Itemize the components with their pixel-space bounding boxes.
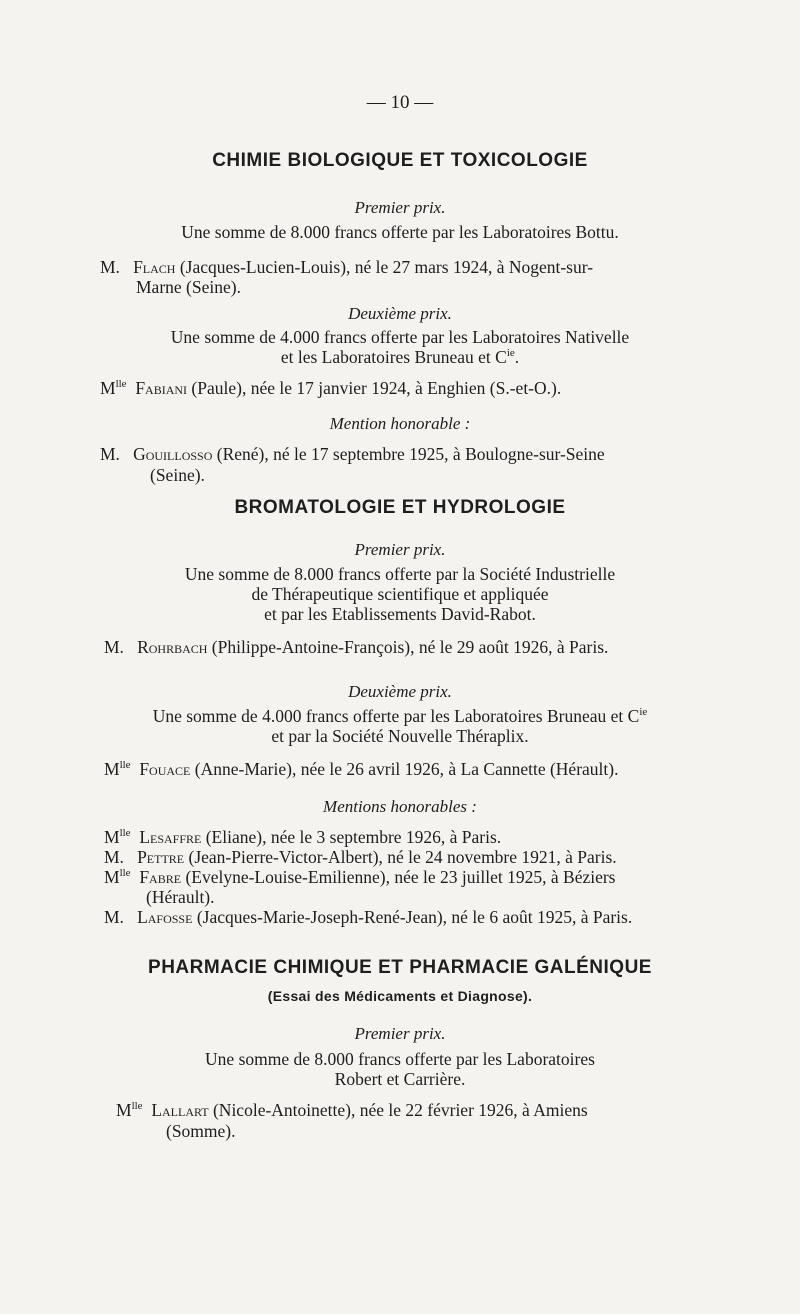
mentions-heading: Mentions honorables : (323, 797, 477, 816)
mention-entry (104, 907, 632, 927)
prize-description: Une somme de 8.000 francs offerte par les Laboratoires Bottu. (181, 222, 619, 242)
laureate-entry (116, 1100, 588, 1120)
prize-description: Une somme de 8.000 francs offerte par les Laboratoires (205, 1049, 595, 1069)
mention-entry (104, 827, 501, 847)
laureate-name: Lesaffre (139, 827, 202, 847)
page-number: — 10 — (366, 92, 434, 113)
mention-entry (104, 847, 617, 867)
laureate-details: (Jean-Pierre-Victor-Albert), né le 24 novembre 1921, à Paris. (188, 847, 617, 867)
laureate-details: (Jacques-Marie-Joseph-René-Jean), né le 6 août 1925, à Paris. (196, 907, 633, 927)
section-subtitle: (Essai des Médicaments et Diagnose). (267, 988, 533, 1004)
prize-heading: Premier prix. (354, 540, 446, 559)
laureate-title: M (100, 378, 116, 398)
prize-heading: Deuxième prix. (348, 304, 452, 323)
laureate-title: M (104, 867, 120, 887)
laureate-name: Pettre (137, 847, 185, 867)
laureate-name: Fabre (139, 867, 182, 887)
superscript: lle (115, 378, 127, 391)
superscript: lle (119, 827, 131, 840)
prize-description: de Thérapeutique scientifique et appliquée (251, 584, 549, 604)
laureate-details: (Jacques-Lucien-Louis), né le 27 mars 1924, à Nogent-sur- (179, 257, 594, 277)
laureate-title: M. (104, 847, 124, 867)
mention-entry (104, 867, 616, 887)
laureate-entry (104, 637, 608, 657)
laureate-entry (100, 378, 561, 398)
laureate-details-cont: (Hérault). (146, 887, 215, 907)
laureate-details: (Anne-Marie), née le 26 avril 1926, à La Cannette (Hérault). (194, 759, 619, 779)
laureate-details-cont: Marne (Seine). (136, 277, 241, 297)
laureate-title: M (104, 827, 120, 847)
laureate-name: Lallart (151, 1100, 209, 1120)
prize-text: Une somme de 4.000 francs offerte par les Laboratoires Bruneau et C (152, 706, 640, 726)
laureate-details-cont: (Somme). (166, 1121, 236, 1141)
superscript: ie (506, 347, 515, 360)
prize-description: Robert et Carrière. (334, 1069, 466, 1089)
laureate-name: Fabiani (135, 378, 188, 398)
laureate-details: (René), né le 17 septembre 1925, à Boulogne-sur-Seine (216, 444, 605, 464)
laureate-name: Rohrbach (137, 637, 208, 657)
laureate-name: Lafosse (137, 907, 193, 927)
section-title-bromatologie: BROMATOLOGIE ET HYDROLOGIE (234, 497, 566, 518)
superscript: lle (131, 1100, 143, 1113)
prize-description: Une somme de 4.000 francs offerte par les Laboratoires Nativelle (170, 327, 630, 347)
superscript: ie (639, 706, 648, 719)
laureate-details: (Eliane), née le 3 septembre 1926, à Paris. (205, 827, 502, 847)
prize-heading: Premier prix. (354, 1024, 446, 1043)
laureate-details: (Evelyne-Louise-Emilienne), née le 23 juillet 1925, à Béziers (185, 867, 616, 887)
laureate-details-cont: (Seine). (150, 465, 205, 485)
laureate-title: M. (100, 444, 120, 464)
prize-text: et les Laboratoires Bruneau et C (280, 347, 507, 367)
laureate-title: M (116, 1100, 132, 1120)
prize-description: et par les Etablissements David-Rabot. (264, 604, 536, 624)
laureate-entry (104, 759, 618, 779)
superscript: lle (119, 867, 131, 880)
laureate-name: Fouace (139, 759, 191, 779)
prize-description: Une somme de 8.000 francs offerte par la Société Industrielle (184, 564, 616, 584)
laureate-name: Gouillosso (133, 444, 213, 464)
prize-description (0, 706, 800, 726)
mention-entry (100, 444, 605, 464)
prize-description: et par la Société Nouvelle Théraplix. (271, 726, 529, 746)
laureate-title: M. (100, 257, 120, 277)
prize-description (0, 347, 800, 367)
laureate-title: M (104, 759, 120, 779)
mention-heading: Mention honorable : (329, 414, 471, 433)
section-title-pharmacie: PHARMACIE CHIMIQUE ET PHARMACIE GALÉNIQUE (148, 957, 652, 978)
prize-heading: Premier prix. (354, 198, 446, 217)
laureate-details: (Nicole-Antoinette), née le 22 février 1926, à Amiens (212, 1100, 588, 1120)
superscript: lle (119, 759, 131, 772)
laureate-details: (Philippe-Antoine-François), né le 29 août 1926, à Paris. (211, 637, 609, 657)
laureate-details: (Paule), née le 17 janvier 1924, à Enghien (S.-et-O.). (191, 378, 562, 398)
prize-heading: Deuxième prix. (348, 682, 452, 701)
section-title-chimie: CHIMIE BIOLOGIQUE ET TOXICOLOGIE (212, 150, 588, 171)
laureate-title: M. (104, 907, 124, 927)
laureate-entry (100, 257, 593, 277)
prize-text: . (514, 347, 520, 367)
laureate-name: Flach (133, 257, 176, 277)
laureate-title: M. (104, 637, 124, 657)
